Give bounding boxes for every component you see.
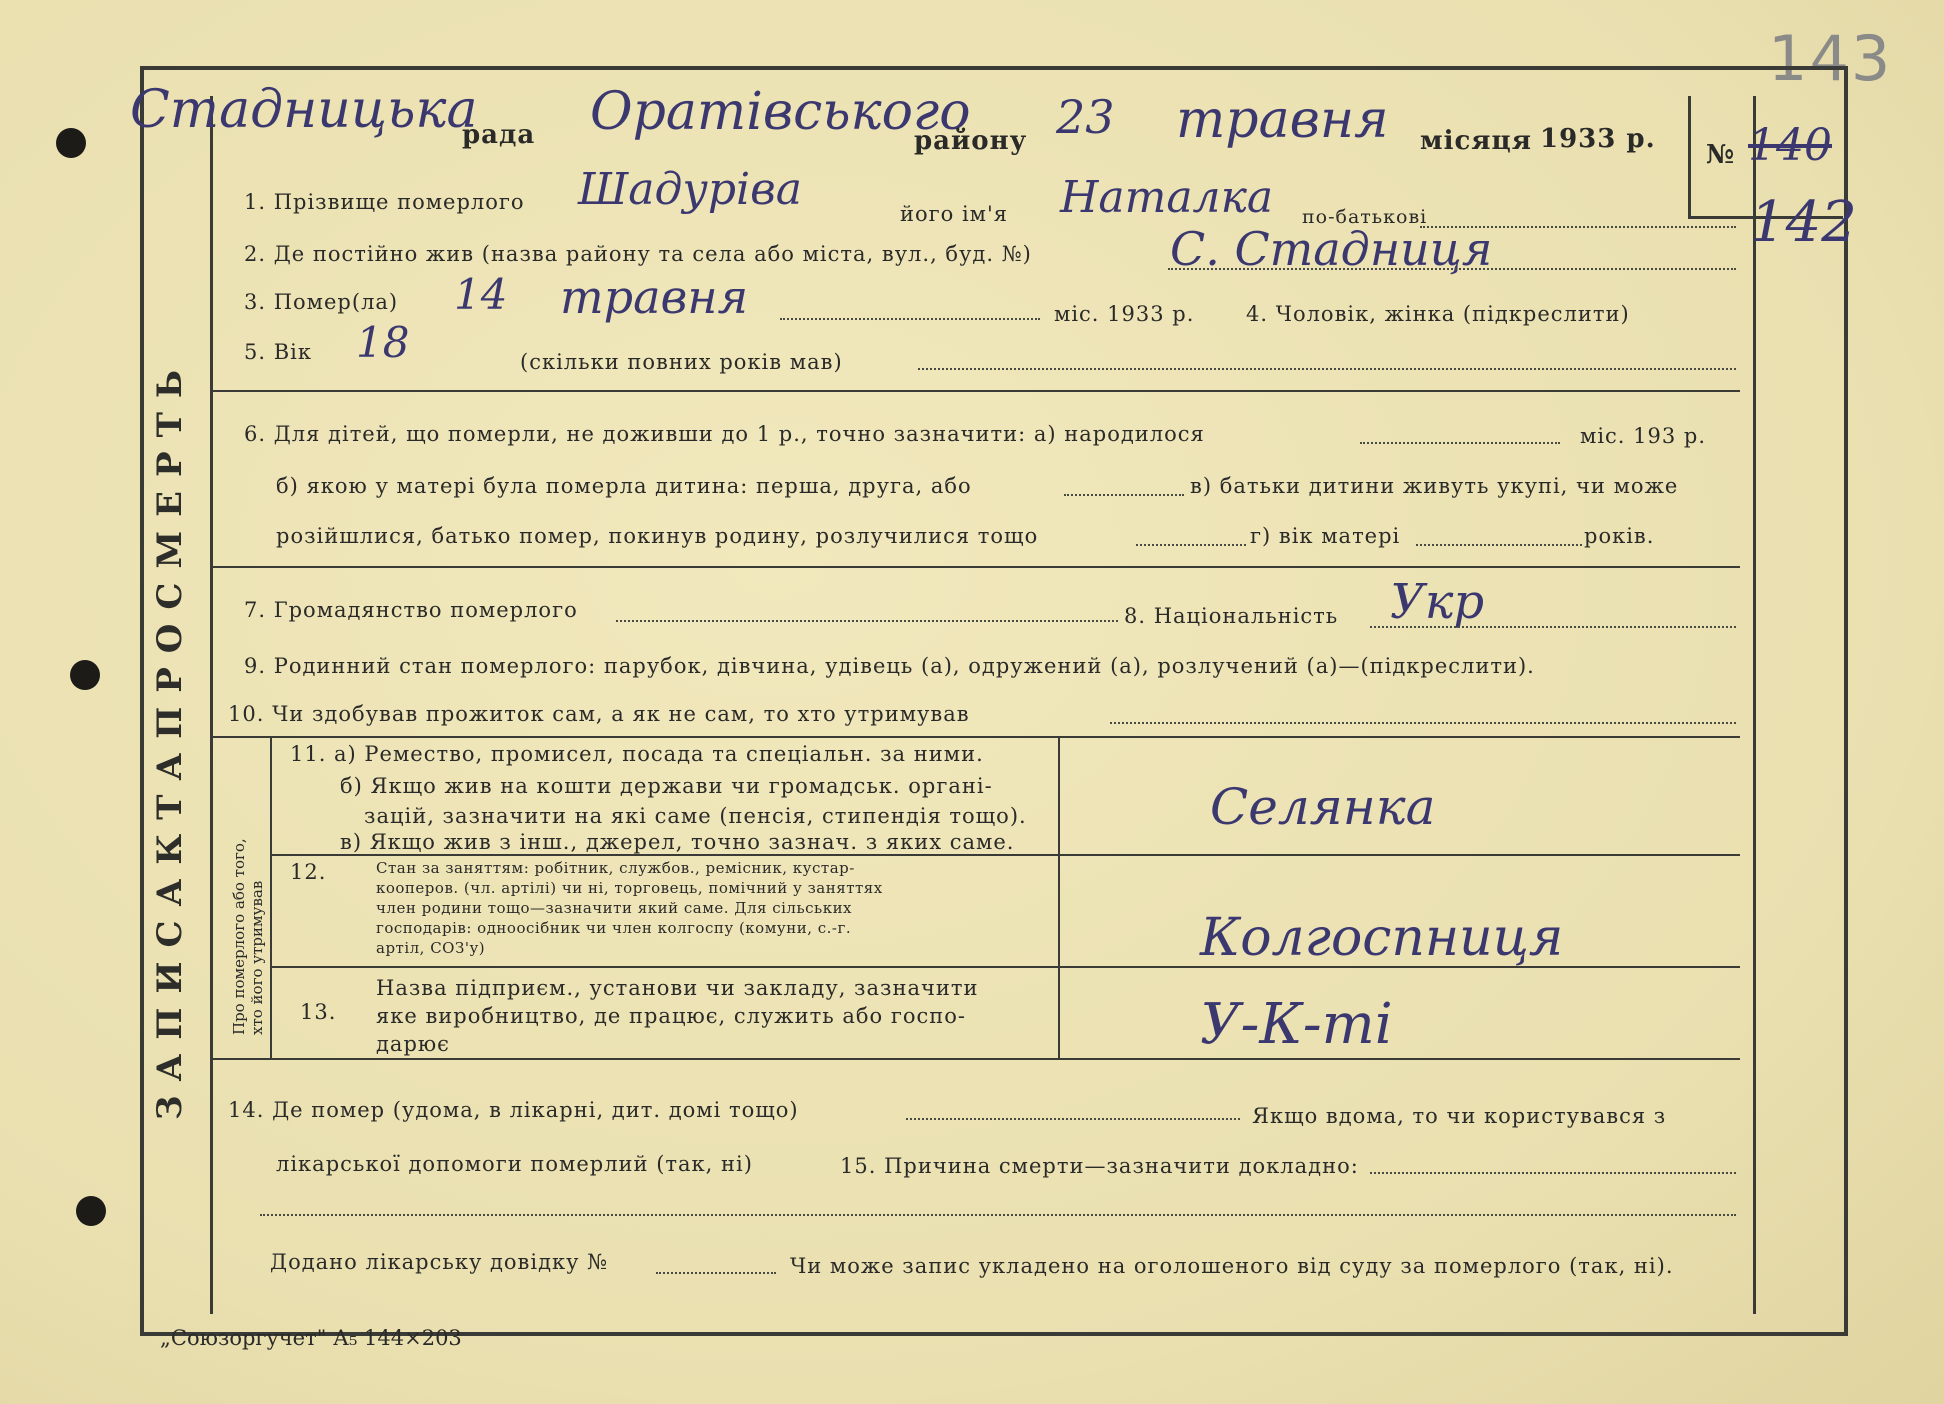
field-6-line3b: г) вік матері bbox=[1250, 524, 1401, 548]
field-11-c: в) Якщо жив з інш., джерел, точно зазнач. з яких саме. bbox=[340, 830, 1015, 854]
occupation-hw: Селянка bbox=[1210, 778, 1436, 836]
record-old-hw: 140 bbox=[1748, 120, 1832, 171]
field-12-l1: Стан за заняттям: робітник, службов., ремісник, кустар- bbox=[376, 859, 855, 877]
field-12-l5: артіл, СОЗ'у) bbox=[376, 939, 486, 957]
field-2-label: 2. Де постійно жив (назва району та села або міста, вул., буд. №) bbox=[244, 242, 1032, 266]
field-9-label: 9. Родинний стан померлого: парубок, дівчина, удівець (а), одружений (а), розлучений (а)—(підкреслити). bbox=[244, 654, 1535, 678]
section-divider bbox=[210, 736, 1740, 738]
birth-line bbox=[1360, 442, 1560, 444]
side-title: ЗАПИСАКТАПРОСМЕРТЬ bbox=[150, 356, 190, 1120]
workplace-hw: У-К-ті bbox=[1200, 992, 1393, 1057]
rada-label: рада bbox=[462, 120, 536, 150]
nationality-hw: Укр bbox=[1390, 574, 1485, 630]
year-label: 1933 р. bbox=[1540, 124, 1656, 154]
month-hw: травня bbox=[1176, 90, 1389, 150]
record-new-hw: 142 bbox=[1750, 190, 1857, 255]
field-12-l4: господарів: одноосібник чи член колгоспу (комуни, с.-г. bbox=[376, 919, 852, 937]
field-14-tail: Якщо вдома, то чи користувався з bbox=[1252, 1104, 1667, 1128]
day-hw: 23 bbox=[1056, 90, 1115, 144]
field-15-label: 15. Причина смерти—зазначити докладно: bbox=[840, 1154, 1359, 1178]
attach-line bbox=[656, 1272, 776, 1274]
field-6-line3a: розійшлися, батько помер, покинув родину, розлучилися тощо bbox=[276, 524, 1039, 548]
field-7-label: 7. Громадянство померлого bbox=[244, 598, 578, 622]
side-note bbox=[230, 838, 266, 1035]
field-4-label: 4. Чоловік, жінка (підкреслити) bbox=[1246, 302, 1630, 326]
field-13-l2: яке виробництво, де працює, служить або госпо- bbox=[376, 1004, 966, 1028]
section-divider bbox=[210, 1058, 1740, 1060]
field-1-label: 1. Прізвище померлого bbox=[244, 190, 525, 214]
status-hw: Колгоспниця bbox=[1200, 908, 1564, 968]
field-11-a: а) Ремество, промисел, посада та спеціальн. за ними. bbox=[334, 742, 984, 766]
punch-hole bbox=[56, 128, 86, 158]
section-divider bbox=[210, 390, 1740, 392]
field-6-line1: 6. Для дітей, що померли, не доживши до 1 р., точно зазначити: а) народилося bbox=[244, 422, 1205, 446]
table-mid-line bbox=[1058, 736, 1060, 1058]
raion-label: району bbox=[914, 126, 1028, 156]
side-note-line: хто його утримував bbox=[248, 880, 266, 1035]
cause-line-2 bbox=[260, 1214, 1736, 1216]
age-hw: 18 bbox=[356, 318, 410, 367]
citizenship-line bbox=[616, 620, 1118, 622]
field-6-line2b: в) батьки дитини живуть укупі, чи може bbox=[1190, 474, 1679, 498]
record-label: № bbox=[1706, 140, 1736, 170]
field-8-label: 8. Національність bbox=[1124, 604, 1339, 628]
field-10-label: 10. Чи здобував прожиток сам, а як не сам, то хто утримував bbox=[228, 702, 970, 726]
death-month-hw: травня bbox=[560, 270, 749, 324]
age-hint: (скільки повних років мав) bbox=[520, 350, 843, 374]
death-date-line bbox=[780, 318, 1040, 320]
field-11-b1: б) Якщо жив на кошти держави чи громадськ. органі- bbox=[340, 774, 993, 798]
district-hw: Оратівського bbox=[590, 82, 971, 142]
field-12-l3: член родини тощо—зазначити який саме. Для сільських bbox=[376, 899, 853, 917]
field-12-l2: кооперов. (чл. артілі) чи ні, торговець, помічний у заняттях bbox=[376, 879, 883, 897]
field-3-label: 3. Помер(ла) bbox=[244, 290, 399, 314]
archive-number: 143 bbox=[1768, 22, 1893, 95]
section-divider bbox=[210, 566, 1740, 568]
field-12-num: 12. bbox=[290, 860, 327, 884]
age-line bbox=[918, 368, 1736, 370]
field-13-l1: Назва підприєм., установи чи закладу, зазначити bbox=[376, 976, 979, 1000]
nationality-line bbox=[1370, 626, 1736, 628]
child-order-line bbox=[1064, 494, 1184, 496]
field-13-l3: дарює bbox=[376, 1032, 450, 1056]
side-note-line: Про померлого або того, bbox=[230, 838, 248, 1035]
residence-line bbox=[1168, 268, 1736, 270]
punch-hole bbox=[76, 1196, 106, 1226]
village-council-hw: Стадницька bbox=[130, 80, 478, 140]
mother-age-line bbox=[1416, 544, 1582, 546]
row-divider bbox=[270, 854, 1740, 856]
support-line bbox=[1110, 722, 1736, 724]
field-13-num: 13. bbox=[300, 1000, 337, 1024]
cause-line bbox=[1370, 1172, 1736, 1174]
field-6-line3c: років. bbox=[1584, 524, 1655, 548]
death-year: міс. 1933 р. bbox=[1054, 302, 1195, 326]
name-label: його ім'я bbox=[900, 202, 1009, 226]
field-11-num: 11. bbox=[290, 742, 327, 766]
court-label: Чи може запис укладено на оголошеного від суду за померлого (так, ні). bbox=[790, 1254, 1674, 1278]
patronymic-label: по-батькові bbox=[1302, 206, 1428, 228]
separation-line bbox=[1136, 544, 1246, 546]
field-6-line2a: б) якою у матері була померла дитина: перша, друга, або bbox=[276, 474, 972, 498]
field-11-b2: зацій, зазначити на які саме (пенсія, стипендія тощо). bbox=[364, 804, 1027, 828]
surname-hw: Шадуріва bbox=[578, 164, 802, 215]
punch-hole bbox=[70, 660, 100, 690]
name-hw: Наталка bbox=[1060, 172, 1274, 223]
field-14-label: 14. Де помер (удома, в лікарні, дит. домі тощо) bbox=[228, 1098, 799, 1122]
field-14-l2: лікарської допомоги померлий (так, ні) bbox=[276, 1152, 753, 1176]
field-5-label: 5. Вік bbox=[244, 340, 312, 364]
death-day-hw: 14 bbox=[454, 270, 508, 319]
table-left-line bbox=[270, 736, 272, 1058]
attach-label: Додано лікарську довідку № bbox=[270, 1250, 609, 1274]
month-label: місяця bbox=[1420, 126, 1532, 156]
death-place-line bbox=[906, 1118, 1240, 1120]
print-footer: „Союзоргучет" А₅ 144×203 bbox=[160, 1326, 462, 1350]
residence-hw: С. Стадниця bbox=[1170, 222, 1493, 276]
field-6-line1-tail: міс. 193 р. bbox=[1580, 424, 1707, 448]
